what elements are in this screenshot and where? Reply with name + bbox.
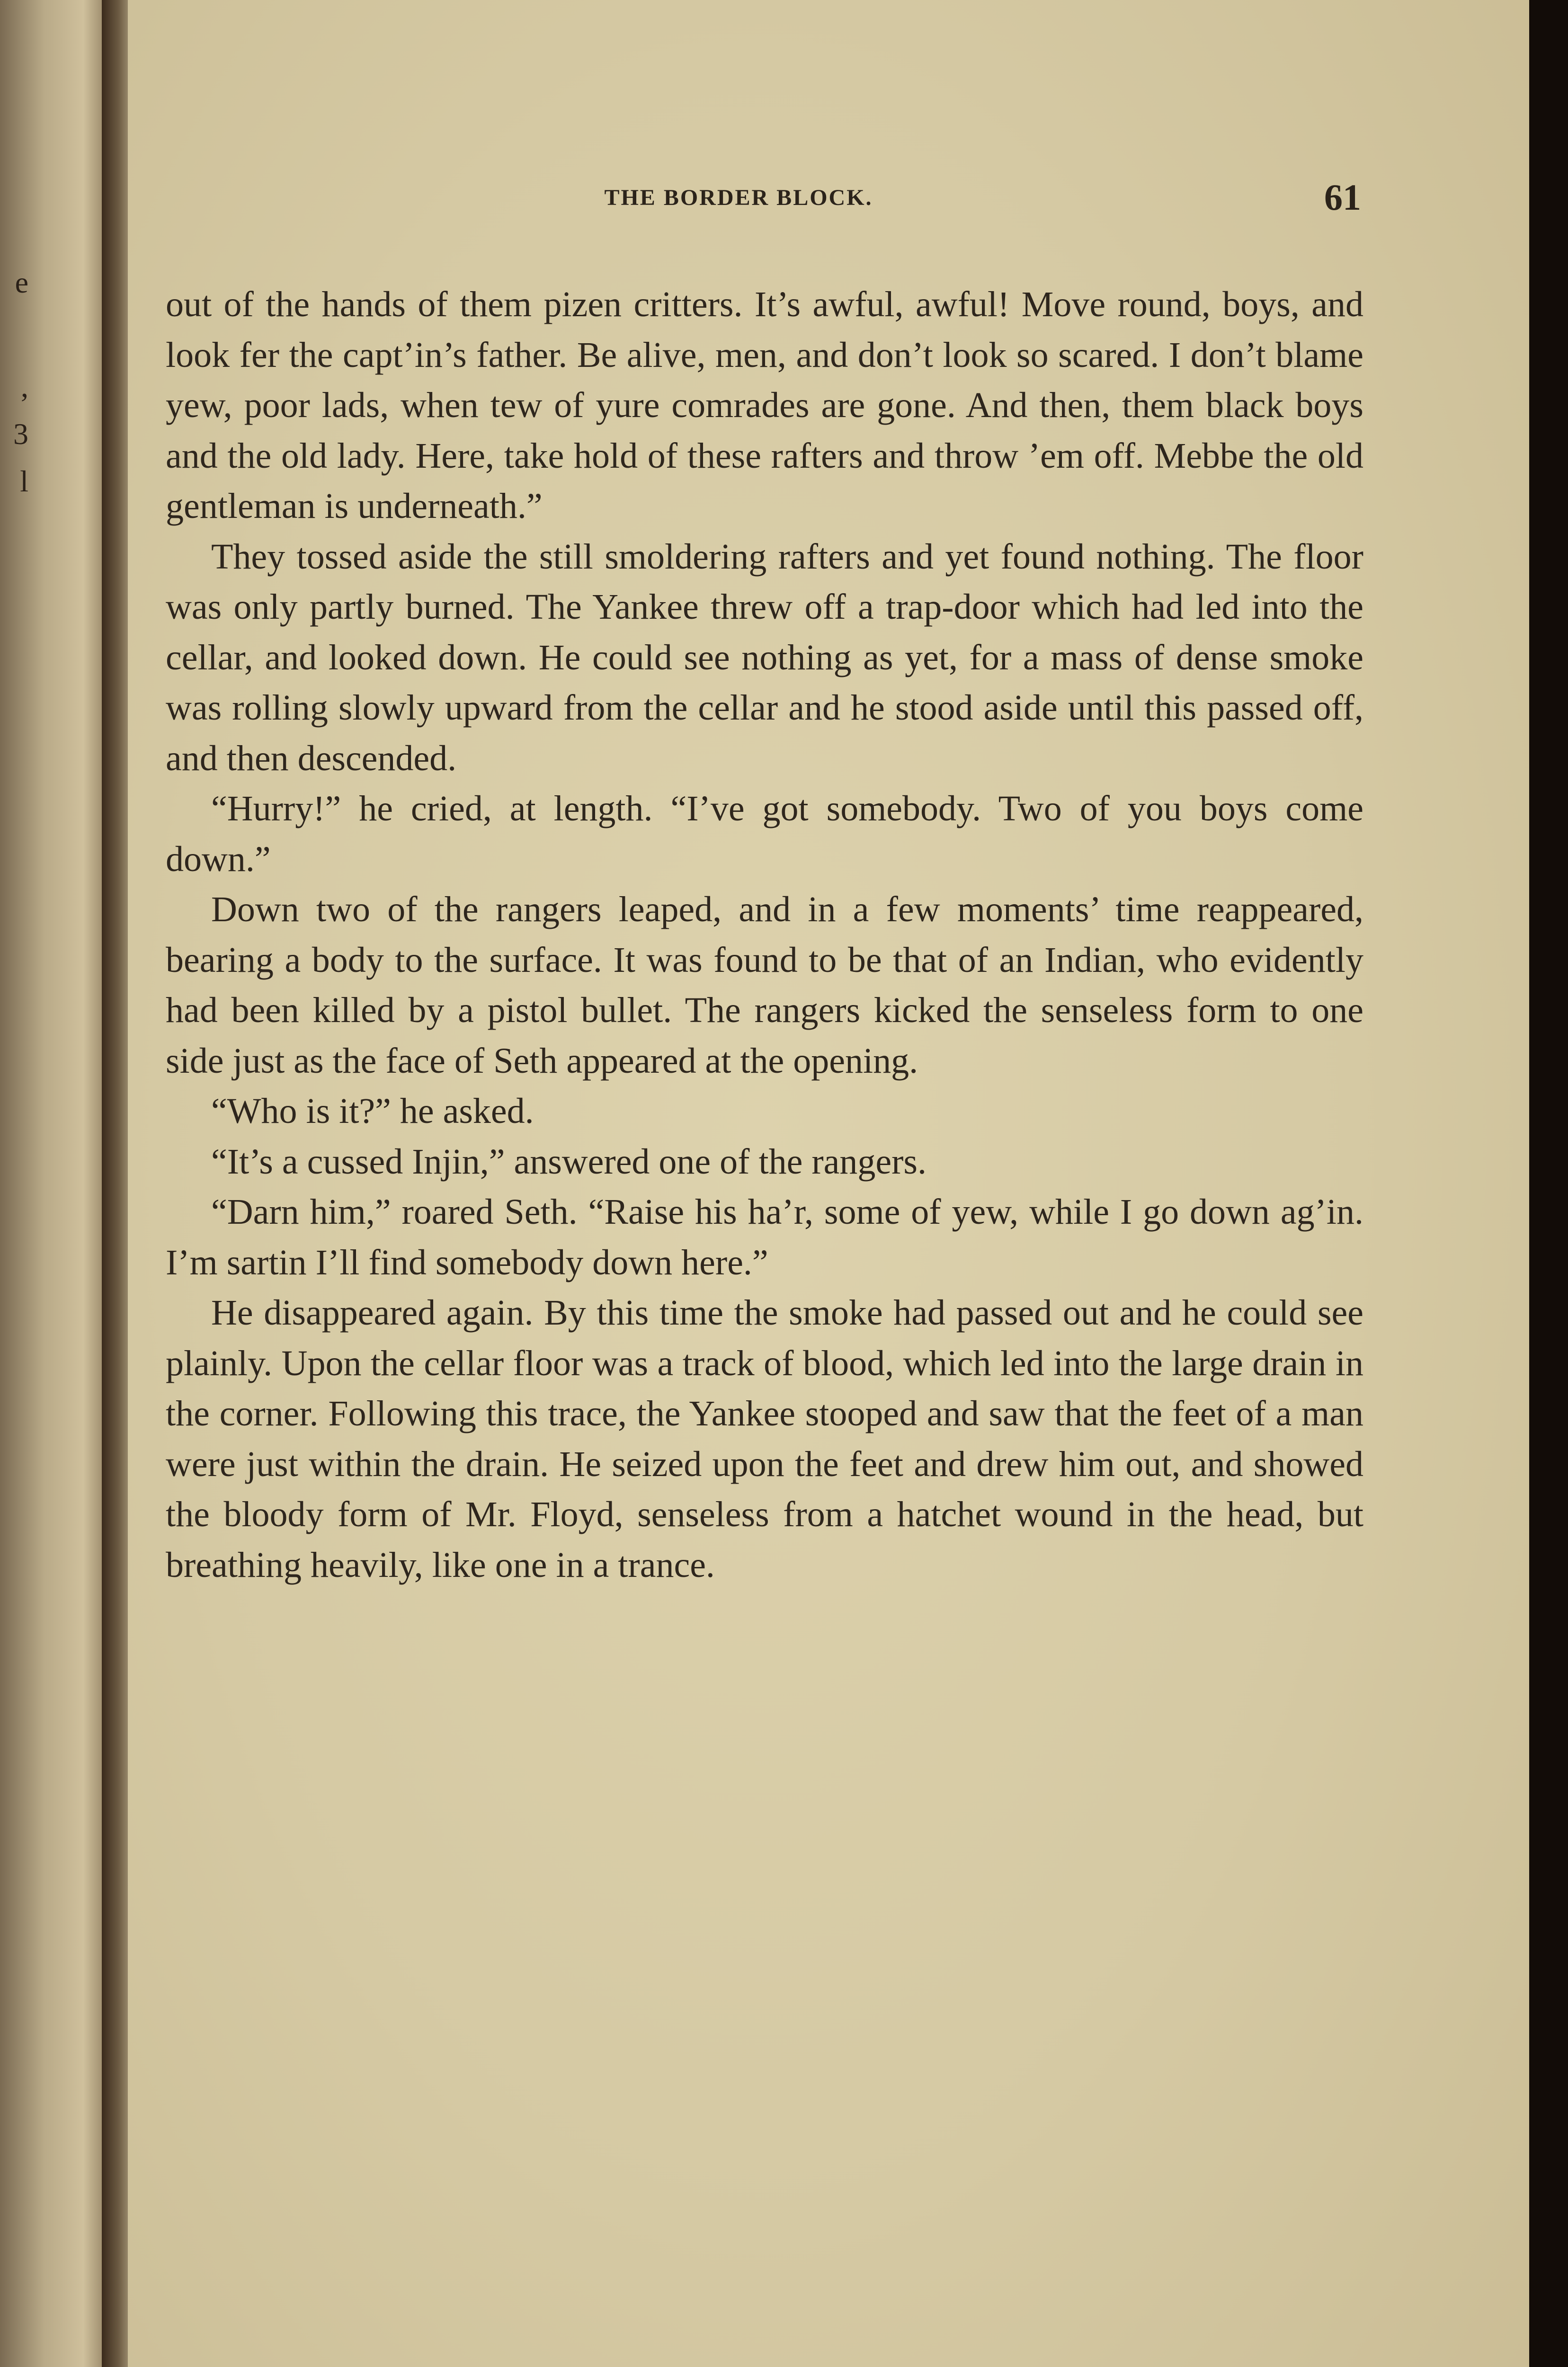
paragraph: Down two of the rangers leaped, and in a few moments’ time reappeared, bearing a body to the surface. It was found to be that of an Indian, who evidently had been killed by a pistol bullet. The rangers kicked the senseless form to one side just as the face of Seth appeared at the opening. [166, 890, 1363, 1081]
paragraph: They tossed aside the still smoldering rafters and yet found nothing. The floor was only partly burned. The Yankee threw off a trap-door which had led into the cellar, and looked down. He could see nothing as yet, for a mass of dense smoke was rolling slowly upward from the cellar and he stood aside until this passed off, and then descended. [166, 536, 1363, 778]
paragraph: “Hurry!” he cried, at length. “I’ve got somebody. Two of you boys come down.” [166, 789, 1363, 879]
page-number: 61 [1324, 177, 1361, 218]
body-text [166, 279, 1363, 1590]
previous-page-fragment: l [20, 464, 28, 498]
page-border [1529, 0, 1568, 2367]
paragraph: He disappeared again. By this time the smoke had passed out and he could see plainly. Upon the cellar floor was a track of blood, which led into the large drain in the corner. Following this trace, the Yankee stooped and saw that the feet of a man were just within the drain. He seized upon the feet and drew him out, and showed the bloody form of Mr. Floyd, senseless from a hatchet wound in the head, but breathing heavily, like one in a trance. [166, 1293, 1363, 1585]
paragraph: “Who is it?” he asked. [211, 1091, 534, 1131]
paragraph: out of the hands of them pizen critters. It’s awful, awful! Move round, boys, and look fer the capt’in’s father. Be alive, men, and don’t look so scared. I don’t blame yew, poor lads, when tew of yure comrades are gone. And then, them black boys and the old lady. Here, take hold of these rafters and throw ’em off. Mebbe the old gentleman is underneath.” [166, 285, 1363, 526]
previous-page-fragment: 3 [13, 417, 28, 451]
paragraph: “Darn him,” roared Seth. “Raise his ha’r, some of yew, while I go down ag’in. I’m sartin I’ll find somebody down here.” [166, 1192, 1363, 1282]
paragraph: “It’s a cussed Injin,” answered one of the rangers. [211, 1141, 927, 1182]
previous-page-fragment: , [21, 370, 28, 403]
running-header: THE BORDER BLOCK. [604, 185, 873, 210]
previous-page-edge [0, 0, 111, 2367]
previous-page-fragment: e [15, 266, 28, 299]
